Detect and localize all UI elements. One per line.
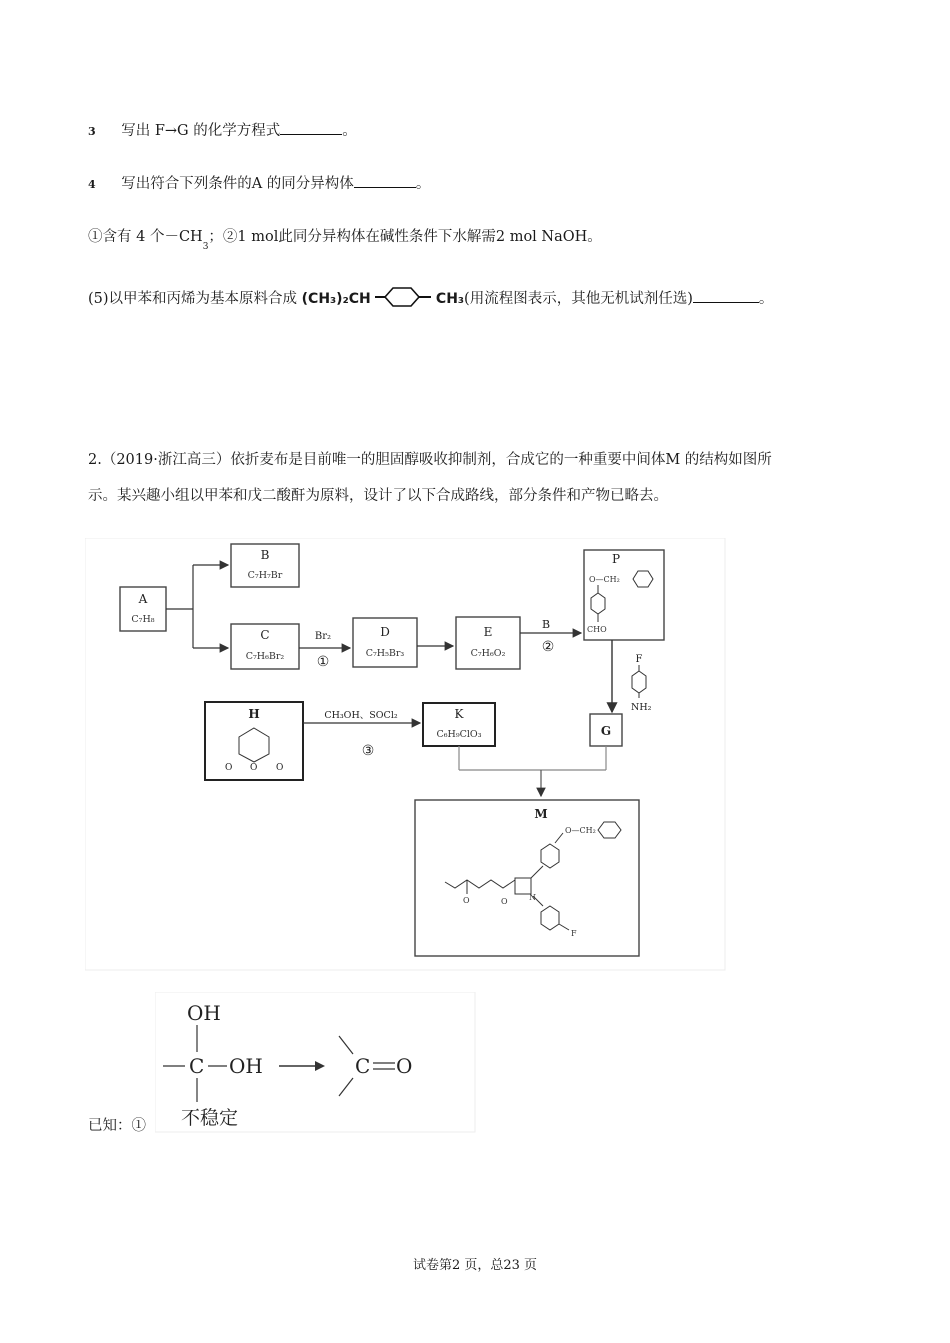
compound-a-box	[120, 587, 166, 631]
reagent-b: B	[541, 618, 551, 631]
carbonyl-oxygen: O	[396, 1054, 413, 1078]
svg-text:F: F	[635, 654, 643, 665]
svg-text:O—CH₂: O—CH₂	[565, 826, 596, 835]
answer-blank[interactable]	[693, 288, 759, 303]
compound-b-box	[231, 544, 299, 587]
question-text: 写出 F→G 的化学方程式	[121, 123, 281, 139]
svg-text:CHO: CHO	[587, 625, 607, 634]
svg-text:K: K	[454, 707, 464, 721]
svg-text:C₇H₈: C₇H₈	[131, 614, 155, 625]
svg-text:G: G	[600, 724, 612, 738]
svg-text:F: F	[571, 929, 577, 938]
svg-text:E: E	[483, 625, 493, 639]
compound-e-box	[456, 617, 520, 669]
compound-g-box	[590, 714, 622, 746]
unstable-note: 不稳定	[181, 1107, 239, 1129]
svg-text:H: H	[248, 707, 260, 721]
compound-h-box	[205, 702, 303, 780]
hydroxyl-top: OH	[187, 1001, 221, 1025]
svg-text:C: C	[260, 628, 270, 642]
question-number: 4	[88, 178, 96, 191]
synthesis-scheme	[85, 538, 727, 972]
answer-blank[interactable]	[280, 120, 342, 135]
target-formula-left: (CH₃)₂CH	[301, 291, 371, 307]
question-2-intro-line1: 2.（2019·浙江高三）依折麦布是目前唯一的胆固醇吸收抑制剂，合成它的一种重要中间体M 的结构如图所	[88, 452, 772, 468]
step-2-label: ②	[541, 639, 555, 655]
svg-text:O: O	[250, 763, 258, 773]
compound-k-box	[423, 703, 495, 746]
cyclohexane-ring-icon	[375, 286, 431, 308]
step-1-label: ①	[316, 654, 330, 670]
reagent-f	[631, 654, 652, 713]
compound-c-box	[231, 624, 299, 669]
question-number: 3	[88, 125, 96, 138]
target-formula-right: CH₃	[435, 291, 465, 307]
carbonyl-carbon: C	[355, 1054, 371, 1078]
question-text: 写出符合下列条件的A 的同分异构体	[121, 176, 354, 192]
svg-text:M: M	[534, 807, 548, 821]
svg-text:A: A	[138, 592, 148, 606]
compound-m-box	[415, 800, 639, 956]
known-prefix: 已知：①	[88, 1118, 146, 1134]
page-footer: 试卷第2 页，总23 页	[412, 1258, 538, 1273]
svg-text:O: O	[225, 763, 233, 773]
question-5: (5)以甲苯和丙烯为基本原料合成 (CH₃)₂CH CH₃(用流程图表示，其他无机试剂任选) 。	[88, 286, 773, 309]
svg-text:C₇H₆O₂: C₇H₆O₂	[470, 648, 506, 659]
known-reaction-diagram	[155, 992, 477, 1134]
svg-text:O—CH₂: O—CH₂	[589, 575, 620, 584]
svg-text:C₇H₅Br₃: C₇H₅Br₃	[365, 648, 405, 659]
svg-text:C₆H₉ClO₃: C₆H₉ClO₃	[436, 729, 482, 740]
compound-d-box	[353, 618, 417, 667]
hydroxyl-right: OH	[229, 1054, 263, 1078]
central-carbon: C	[189, 1054, 205, 1078]
compound-p-box	[584, 550, 664, 640]
svg-text:C₇H₇Br: C₇H₇Br	[247, 570, 283, 581]
svg-text:O: O	[276, 763, 284, 773]
svg-text:O: O	[501, 897, 508, 906]
svg-text:N: N	[529, 893, 536, 902]
answer-blank[interactable]	[354, 173, 416, 188]
step-3-label: ③	[361, 743, 375, 759]
svg-text:B: B	[260, 548, 270, 562]
question-2-intro-line2: 示。某兴趣小组以甲苯和戊二酸酐为原料，设计了以下合成路线，部分条件和产物已略去。	[88, 488, 668, 504]
svg-text:P: P	[611, 552, 621, 566]
svg-text:D: D	[380, 625, 390, 639]
reagent-br2: Br₂	[314, 631, 332, 642]
svg-text:NH₂: NH₂	[631, 702, 652, 713]
question-3: 3 写出 F→G 的化学方程式 。	[88, 120, 357, 142]
svg-text:C₇H₆Br₂: C₇H₆Br₂	[245, 651, 285, 662]
svg-text:O: O	[463, 896, 470, 905]
question-4: 4 写出符合下列条件的A 的同分异构体 。	[88, 173, 430, 195]
question-4-conditions: ①含有 4 个$-CH_3$；②1 mol此同分异构体在碱性条件下水解需2 mol NaOH。	[88, 229, 602, 252]
reagent-methanol-socl2: CH₃OH、SOCl₂	[324, 710, 398, 721]
